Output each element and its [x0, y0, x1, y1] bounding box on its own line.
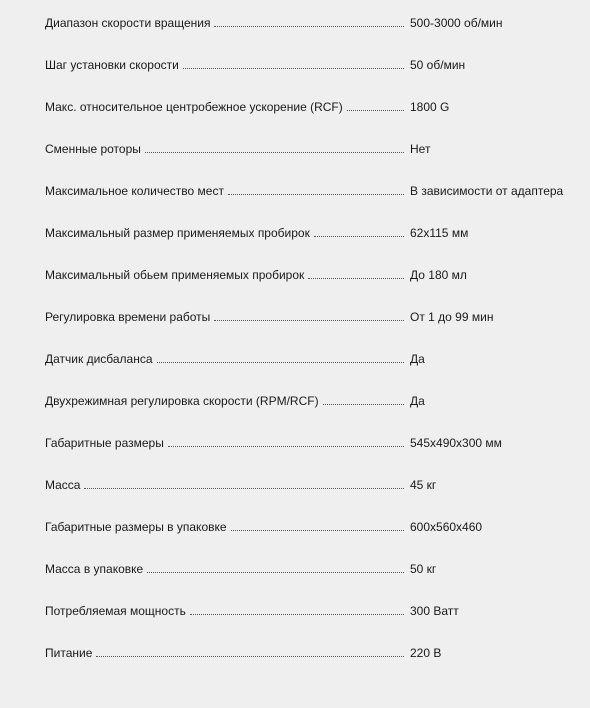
- spec-value: До 180 мл: [410, 268, 467, 282]
- dotted-leader: [308, 277, 404, 279]
- spec-label: Шаг установки скорости: [45, 58, 179, 72]
- spec-label: Масса: [45, 478, 81, 492]
- dotted-leader: [96, 655, 404, 657]
- spec-value: 45 кг: [410, 478, 437, 492]
- spec-value: 62x115 мм: [410, 226, 469, 240]
- spec-label: Потребляемая мощность: [45, 604, 186, 618]
- spec-value: От 1 до 99 мин: [410, 310, 494, 324]
- spec-label: Масса в упаковке: [45, 562, 144, 576]
- spec-value: 600x560x460: [410, 520, 483, 534]
- spec-value: Да: [410, 394, 425, 408]
- dotted-leader: [84, 487, 404, 489]
- dotted-leader: [228, 193, 404, 195]
- spec-row: [45, 182, 590, 198]
- spec-value: 50 кг: [410, 562, 437, 576]
- spec-row: [45, 350, 590, 366]
- spec-row: [45, 392, 590, 408]
- spec-value: 1800 G: [410, 100, 450, 114]
- spec-row: [45, 602, 590, 618]
- spec-row: [45, 644, 590, 660]
- dotted-leader: [314, 235, 404, 237]
- spec-value: 545x490x300 мм: [410, 436, 502, 450]
- spec-row: [45, 560, 590, 576]
- spec-row: [45, 518, 590, 534]
- spec-row: [45, 224, 590, 240]
- spec-row: [45, 140, 590, 156]
- dotted-leader: [323, 403, 404, 405]
- spec-label: Максимальное количество мест: [45, 184, 224, 198]
- dotted-leader: [190, 613, 404, 615]
- dotted-leader: [231, 529, 404, 531]
- dotted-leader: [183, 67, 404, 69]
- spec-label: Питание: [45, 646, 93, 660]
- spec-row: [45, 266, 590, 282]
- spec-label: Макс. относительное центробежное ускорение (RCF): [45, 100, 343, 114]
- spec-label: Датчик дисбаланса: [45, 352, 153, 366]
- spec-row: [45, 308, 590, 324]
- dotted-leader: [214, 319, 404, 321]
- spec-value: Да: [410, 352, 425, 366]
- dotted-leader: [157, 361, 404, 363]
- spec-value: В зависимости от адаптера: [410, 184, 564, 198]
- spec-label: Диапазон скорости вращения: [45, 16, 211, 30]
- spec-label: Двухрежимная регулировка скорости (RPM/RCF): [45, 394, 319, 408]
- spec-row: [45, 434, 590, 450]
- spec-value: 300 Ватт: [410, 604, 459, 618]
- spec-value: 220 В: [410, 646, 442, 660]
- dotted-leader: [214, 25, 404, 27]
- spec-row: [45, 476, 590, 492]
- spec-row: [45, 14, 590, 30]
- spec-value: Нет: [410, 142, 431, 156]
- spec-value: 50 об/мин: [410, 58, 466, 72]
- dotted-leader: [145, 151, 404, 153]
- dotted-leader: [168, 445, 404, 447]
- spec-row: [45, 98, 590, 114]
- spec-label: Регулировка времени работы: [45, 310, 211, 324]
- spec-label: Максимальный размер применяемых пробирок: [45, 226, 310, 240]
- spec-value: 500-3000 об/мин: [410, 16, 503, 30]
- spec-label: Габаритные размеры: [45, 436, 164, 450]
- dotted-leader: [147, 571, 404, 573]
- spec-label: Сменные роторы: [45, 142, 141, 156]
- spec-label: Габаритные размеры в упаковке: [45, 520, 227, 534]
- spec-row: [45, 56, 590, 72]
- dotted-leader: [347, 109, 404, 111]
- spec-label: Максимальный обьем применяемых пробирок: [45, 268, 305, 282]
